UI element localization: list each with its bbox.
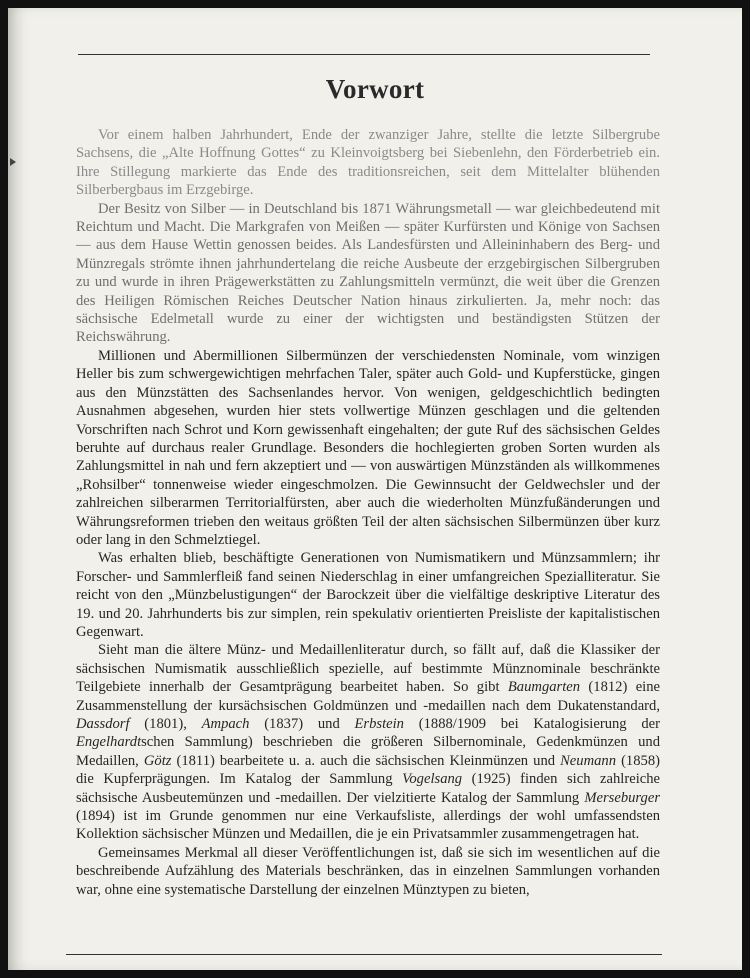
paragraph-5-text: (1837) und [249,716,355,732]
paragraph-5-text: (1801), [129,716,202,732]
author-name: Engelhardt [76,734,142,751]
paragraph-5-text: (1888/1909 bei Katalogisierung der [403,716,660,732]
paragraph-5-text: (1812) eine Zusammenstellung der kursächsischen Goldmünzen und -medaillen nach dem Dukatenstandard, [76,679,661,714]
paragraph-5 [76,641,660,843]
paragraph-4: Was erhalten blieb, beschäftigte Generationen von Numismatikern und Münzsammlern; ihr Forscher- und Sammlerfleiß fand seinen Niederschlag in einer umfangreichen Spezialliteratur. Sie reicht von den „Münzbelustigungen“ der Barockzeit über die vielfältige deskriptive Literatur des 19. und 20. Jahrhunderts bis zur simplen, rein spekulativ orientierten Preisliste der kapitalistischen Gegenwart. [76,550,660,640]
paragraph-2: Der Besitz von Silber — in Deutschland bis 1871 Währungsmetall — war gleichbedeutend mit Reichtum und Macht. Die Markgrafen von Meißen — später Kurfürsten und Könige von Sachsen — aus dem Hause Wettin genossen beides. Als Landesfürsten und Alleininhabern des Berg- und Münzregals strömte ihnen jahrhundertelang die reiche Ausbeute der erzgebirgischen Silbergruben zu und wurde in ihren Prägewerkstätten zu Zahlungsmitteln vermünzt, die weit über die Grenzen des Heiligen Römischen Reiches Deutscher Nation hinaus zirkulierten. Ja, mehr noch: das sächsische Edelmetall wurde zu einer der wichtigsten und beständigsten Stützen der Reichswährung. [76,200,660,346]
author-name: Ampach [201,716,250,732]
footer-rule [66,954,662,955]
page-edge-mark [10,158,16,166]
paragraph-5-text: Sieht man die ältere Münz- und Medaillenliteratur durch, so fällt auf, daß die Klassiker der sächsischen Numismatik ausschließlich spezielle, auf bestimmte Münznominale beschränkte Teilgebiete innerhalb der Gesamtprägung bearbeitet haben. So gibt [76,642,660,696]
author-name: Erbstein [354,716,404,732]
paragraph-1: Vor einem halben Jahrhundert, Ende der zwanziger Jahre, stellte die letzte Silbergrube Sachsens, die „Alte Hoffnung Gottes“ zu Kleinvoigtsberg bei Siebenlehn, den Förderbetrieb ein. Ihre Stillegung markierte das Ende des traditionsreichen, seit dem Mittelalter blühenden Silberbergbaus im Erzgebirge. [76,127,660,199]
header-rule [78,54,650,55]
author-name: Dassdorf [76,716,130,732]
book-page [8,8,742,970]
paragraph-6: Gemeinsames Merkmal all dieser Veröffentlichungen ist, daß sie sich im wesentlichen auf die beschreibende Aufzählung des Materials beschränken, das in einzelnen Sammlungen vorhanden war, ohne eine systematische Darstellung der einzelnen Münztypen zu bieten, [76,844,660,898]
paragraph-5-text: (1811) bearbeitete u. a. auch die sächsischen Kleinmünzen und [171,752,561,769]
author-name: Neumann [560,752,617,769]
author-name: Götz [143,752,172,769]
page-title: Vorwort [325,74,425,104]
body-text [76,126,660,899]
paragraph-3: Millionen und Abermillionen Silbermünzen der verschiedensten Nominale, vom winzigen Heller bis zum schwergewichtigen mehrfachen Taler, später auch Gold- und Kupferstücke, gingen aus den Münzstätten des Sachsenlandes hervor. Von wenigen, geldgeschichtlich bedingten Ausnahmen abgesehen, wurden hier stets vollwertige Münzen geschlagen und die geltenden Vorschriften nach Schrot und Korn gewissenhaft eingehalten; der gute Ruf des sächsischen Geldes beruhte auf durchaus realer Grundlage. Besonders die hochlegierten groben Sorten wurden als Zahlungsmittel in nah und fern akzeptiert und — von auswärtigen Münzständen als willkommenes „Rohsilber“ tonnenweise wieder eingeschmolzen. Die Gewinnsucht der Geldwechsler und der zahlreichen silberarmen Territorialfürsten, aber auch die wiederholten Münzfußänderungen und Währungsreformen trieben den weitaus größten Teil der alten sächsischen Silbermünzen über kurz oder lang in den Schmelztiegel. [76,347,660,548]
author-name: Baumgarten [507,679,581,696]
paragraph-5-text: (1894) ist im Grunde genommen nur eine Verkaufsliste, allerdings der wohl umfassendsten Kollektion sächsischer Münzen und Medaillen, die je ein Privatsammler zusammengetragen hat. [76,808,660,843]
paragraph-5-text: (1858) die Kupferprägungen. Im Katalog der Sammlung [76,752,660,788]
collection-name: Vogelsang [402,771,463,788]
paragraph-5-text: (1925) finden sich zahlreiche sächsische Ausbeutemünzen und -medaillen. Der vielzitierte Katalog der Sammlung [76,771,661,806]
collection-name: Merseburger [584,789,660,806]
paragraph-5-text: schen Sammlung) beschrieben die größeren Silbernominale, Gedenkmünzen und Medaillen, [76,734,660,769]
